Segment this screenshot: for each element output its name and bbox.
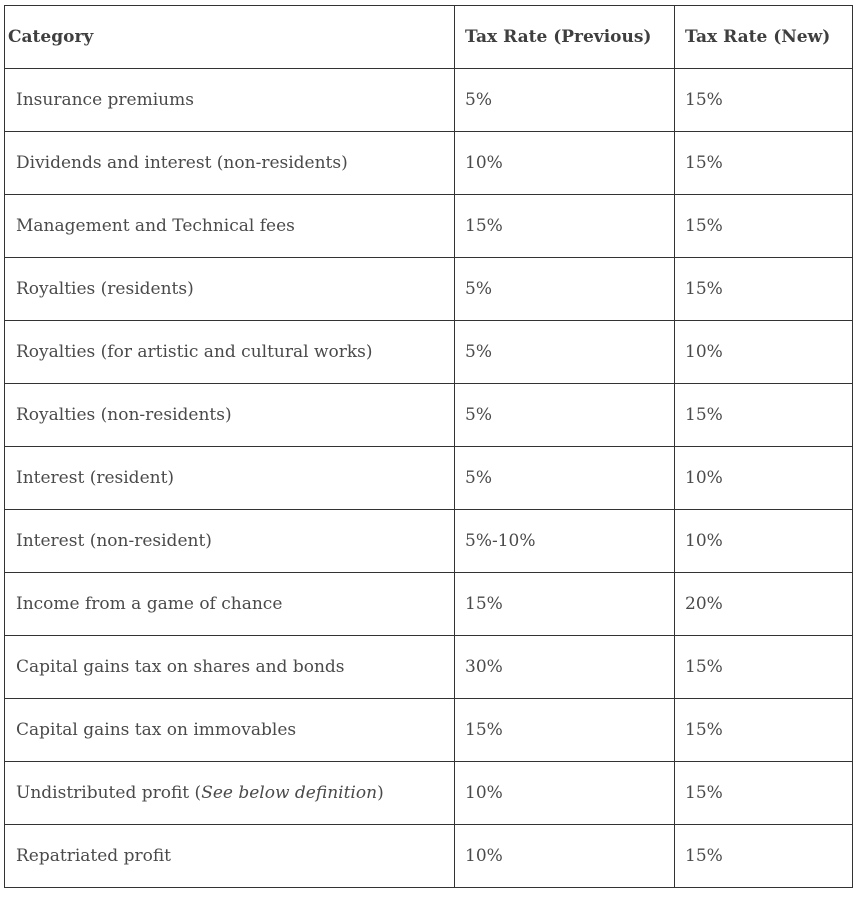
new-rate-cell: 15%: [675, 699, 853, 762]
previous-rate-cell: 5%: [455, 69, 675, 132]
new-rate-cell: 15%: [675, 636, 853, 699]
table-row: [5, 447, 853, 510]
previous-rate-cell: 15%: [455, 195, 675, 258]
new-rate-cell: 15%: [675, 258, 853, 321]
previous-rate-cell: 5%-10%: [455, 510, 675, 573]
category-text: Undistributed profit (: [16, 783, 202, 803]
new-rate-cell: 15%: [675, 762, 853, 825]
table-row: [5, 762, 853, 825]
new-rate-cell: 10%: [675, 447, 853, 510]
table-row: [5, 573, 853, 636]
category-close-paren: ): [377, 783, 384, 803]
category-cell: Insurance premiums: [5, 69, 455, 132]
category-cell: Interest (resident): [5, 447, 455, 510]
category-cell: Royalties (for artistic and cultural works): [5, 321, 455, 384]
new-rate-cell: 15%: [675, 132, 853, 195]
category-cell: Capital gains tax on immovables: [5, 699, 455, 762]
definition-note: See below definition: [201, 783, 378, 803]
category-cell: Management and Technical fees: [5, 195, 455, 258]
table-row: [5, 825, 853, 888]
table-row: [5, 258, 853, 321]
previous-rate-cell: 5%: [455, 321, 675, 384]
header-category: Category: [5, 6, 455, 69]
previous-rate-cell: 15%: [455, 573, 675, 636]
new-rate-cell: 10%: [675, 321, 853, 384]
new-rate-cell: 15%: [675, 69, 853, 132]
new-rate-cell: 15%: [675, 195, 853, 258]
previous-rate-cell: 5%: [455, 447, 675, 510]
new-rate-cell: 15%: [675, 825, 853, 888]
table-row: [5, 384, 853, 447]
category-cell: Repatriated profit: [5, 825, 455, 888]
category-cell: Royalties (residents): [5, 258, 455, 321]
table-row: [5, 699, 853, 762]
category-cell: Dividends and interest (non-residents): [5, 132, 455, 195]
category-cell: Income from a game of chance: [5, 573, 455, 636]
table-row: [5, 636, 853, 699]
previous-rate-cell: 10%: [455, 825, 675, 888]
header-tax-rate-new: Tax Rate (New): [675, 6, 853, 69]
header-tax-rate-previous: Tax Rate (Previous): [455, 6, 675, 69]
new-rate-cell: 10%: [675, 510, 853, 573]
category-cell: Capital gains tax on shares and bonds: [5, 636, 455, 699]
previous-rate-cell: 10%: [455, 132, 675, 195]
previous-rate-cell: 5%: [455, 384, 675, 447]
table-row: [5, 195, 853, 258]
table-header-row: [5, 6, 853, 69]
category-cell: Interest (non-resident): [5, 510, 455, 573]
table-row: [5, 510, 853, 573]
previous-rate-cell: 5%: [455, 258, 675, 321]
category-cell: Royalties (non-residents): [5, 384, 455, 447]
previous-rate-cell: 10%: [455, 762, 675, 825]
tax-rate-table: [4, 5, 853, 888]
previous-rate-cell: 30%: [455, 636, 675, 699]
new-rate-cell: 15%: [675, 384, 853, 447]
table-row: [5, 69, 853, 132]
table-row: [5, 132, 853, 195]
table-row: [5, 321, 853, 384]
previous-rate-cell: 15%: [455, 699, 675, 762]
category-cell: [5, 762, 455, 825]
new-rate-cell: 20%: [675, 573, 853, 636]
